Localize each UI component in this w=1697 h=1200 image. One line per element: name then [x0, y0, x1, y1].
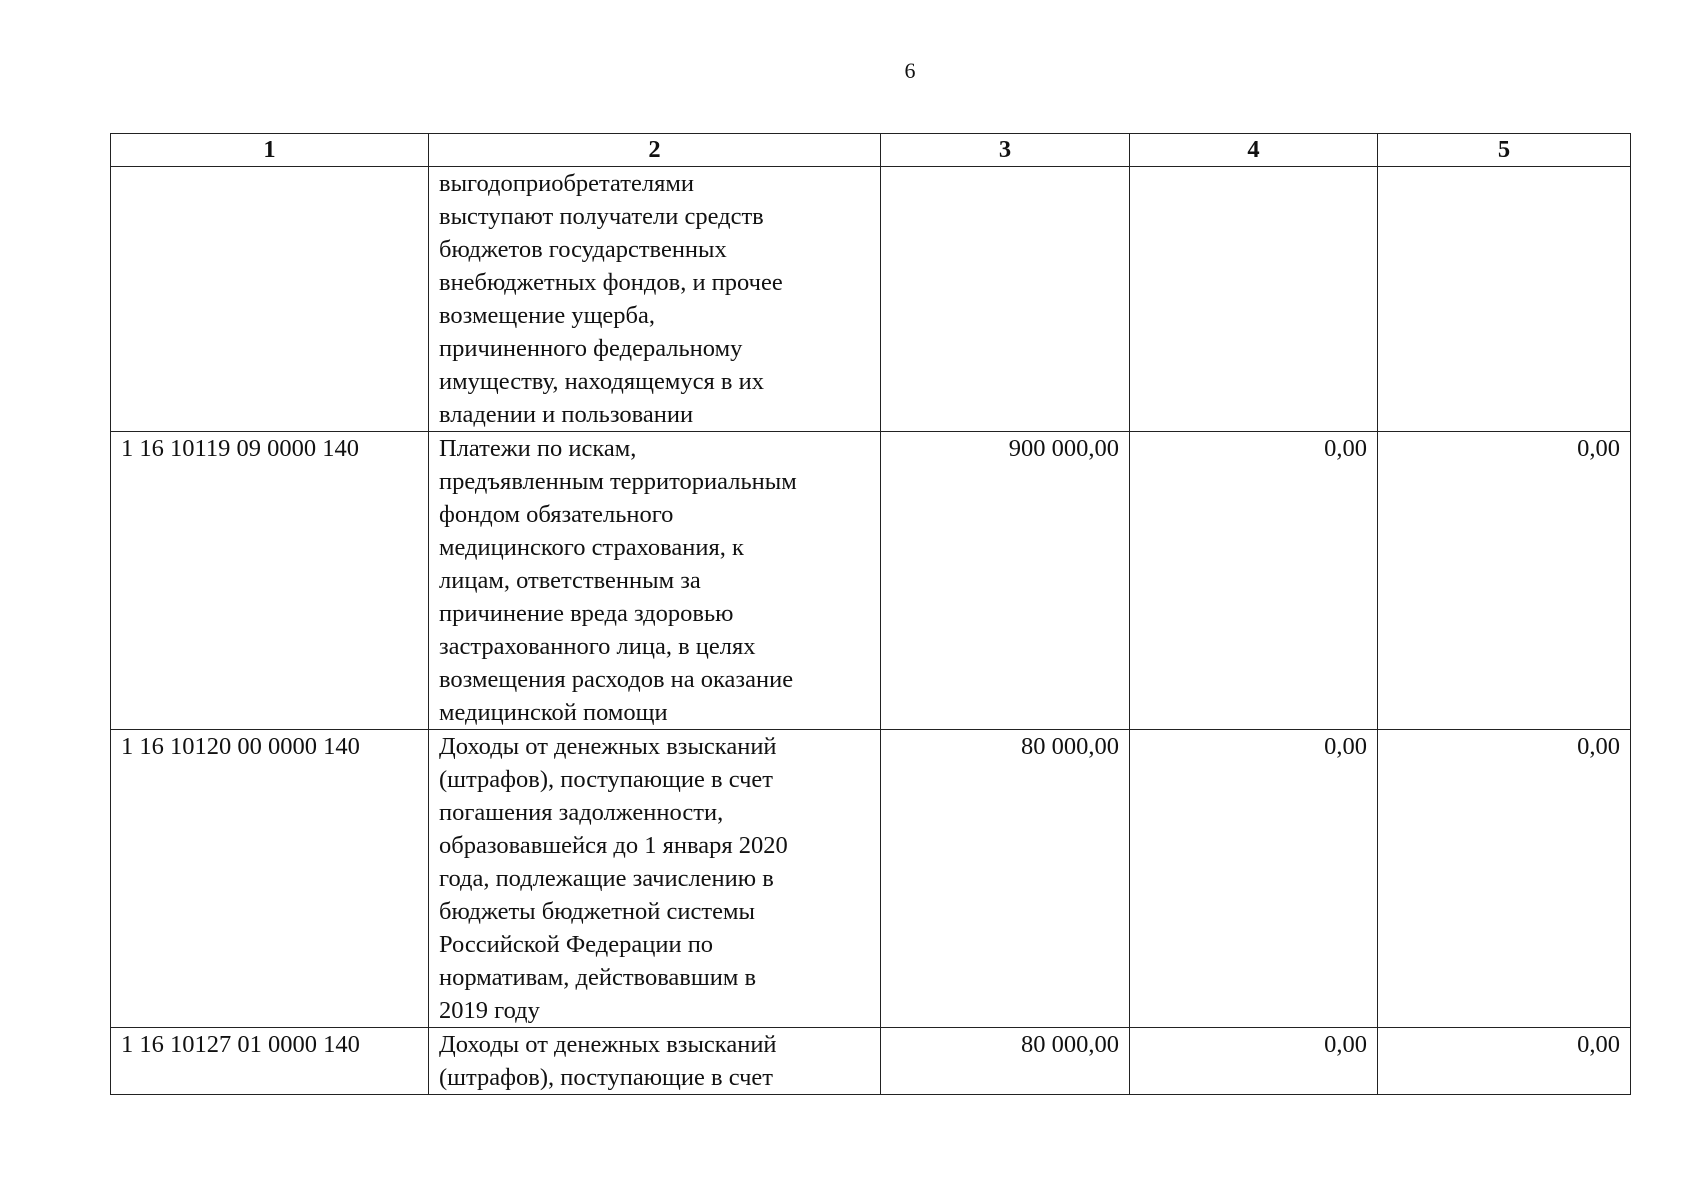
row-value-4: 0,00 — [1130, 730, 1378, 1028]
row-value-4: 0,00 — [1130, 432, 1378, 730]
name-line: Российской Федерации по — [439, 931, 714, 958]
name-line: причиненного федеральному — [439, 335, 743, 362]
name-line: возмещения расходов на оказание — [439, 666, 794, 693]
row-name-cell — [429, 730, 881, 1028]
name-line: фондом обязательного — [439, 501, 674, 528]
row-code-cell: 1 16 10119 09 0000 140 — [111, 432, 429, 730]
row-value-3 — [881, 167, 1130, 432]
row-value-5: 0,00 — [1378, 432, 1631, 730]
name-line: предъявленным территориальным — [439, 468, 797, 495]
row-value-3: 80 000,00 — [881, 730, 1130, 1028]
name-line: погашения задолженности, — [439, 799, 724, 826]
row-name-cell — [429, 1028, 881, 1095]
column-header-1: 1 — [111, 134, 429, 167]
row-value-5: 0,00 — [1378, 1028, 1631, 1095]
name-line: бюджетов государственных — [439, 236, 727, 263]
revenue-table — [110, 133, 1631, 1095]
table-header-row — [111, 134, 1631, 167]
name-line: бюджеты бюджетной системы — [439, 898, 755, 925]
name-line: причинение вреда здоровью — [439, 600, 734, 627]
name-line: выступают получатели средств — [439, 203, 764, 230]
name-line: лицам, ответственным за — [439, 567, 701, 594]
page-number: 6 — [904, 58, 916, 83]
table-row — [111, 167, 1631, 432]
row-code-cell — [111, 167, 429, 432]
name-line: внебюджетных фондов, и прочее — [439, 269, 783, 296]
name-line: имуществу, находящемуся в их — [439, 368, 764, 395]
row-name-cell — [429, 432, 881, 730]
name-line: года, подлежащие зачислению в — [439, 865, 774, 892]
row-code-cell: 1 16 10120 00 0000 140 — [111, 730, 429, 1028]
table-row — [111, 1028, 1631, 1095]
name-line: Доходы от денежных взысканий — [439, 733, 777, 760]
name-line: Доходы от денежных взысканий — [439, 1031, 777, 1058]
name-line: владении и пользовании — [439, 401, 694, 428]
row-code-cell: 1 16 10127 01 0000 140 — [111, 1028, 429, 1095]
name-line: возмещение ущерба, — [439, 302, 656, 329]
name-line: образовавшейся до 1 января 2020 — [439, 832, 788, 859]
row-value-4 — [1130, 167, 1378, 432]
table-row — [111, 432, 1631, 730]
name-line: Платежи по искам, — [439, 435, 637, 462]
name-line: (штрафов), поступающие в счет — [439, 766, 773, 793]
row-value-3: 80 000,00 — [881, 1028, 1130, 1095]
row-name-cell — [429, 167, 881, 432]
row-value-3: 900 000,00 — [881, 432, 1130, 730]
name-line: 2019 году — [439, 997, 540, 1024]
name-line: медицинского страхования, к — [439, 534, 744, 561]
column-header-3: 3 — [881, 134, 1130, 167]
name-line: нормативам, действовавшим в — [439, 964, 757, 991]
name-line: медицинской помощи — [439, 699, 668, 726]
table-row — [111, 730, 1631, 1028]
row-value-5: 0,00 — [1378, 730, 1631, 1028]
column-header-4: 4 — [1130, 134, 1378, 167]
name-line: (штрафов), поступающие в счет — [439, 1064, 773, 1091]
column-header-5: 5 — [1378, 134, 1631, 167]
row-value-4: 0,00 — [1130, 1028, 1378, 1095]
column-header-2: 2 — [429, 134, 881, 167]
name-line: застрахованного лица, в целях — [439, 633, 756, 660]
row-value-5 — [1378, 167, 1631, 432]
name-line: выгодоприобретателями — [439, 170, 694, 197]
